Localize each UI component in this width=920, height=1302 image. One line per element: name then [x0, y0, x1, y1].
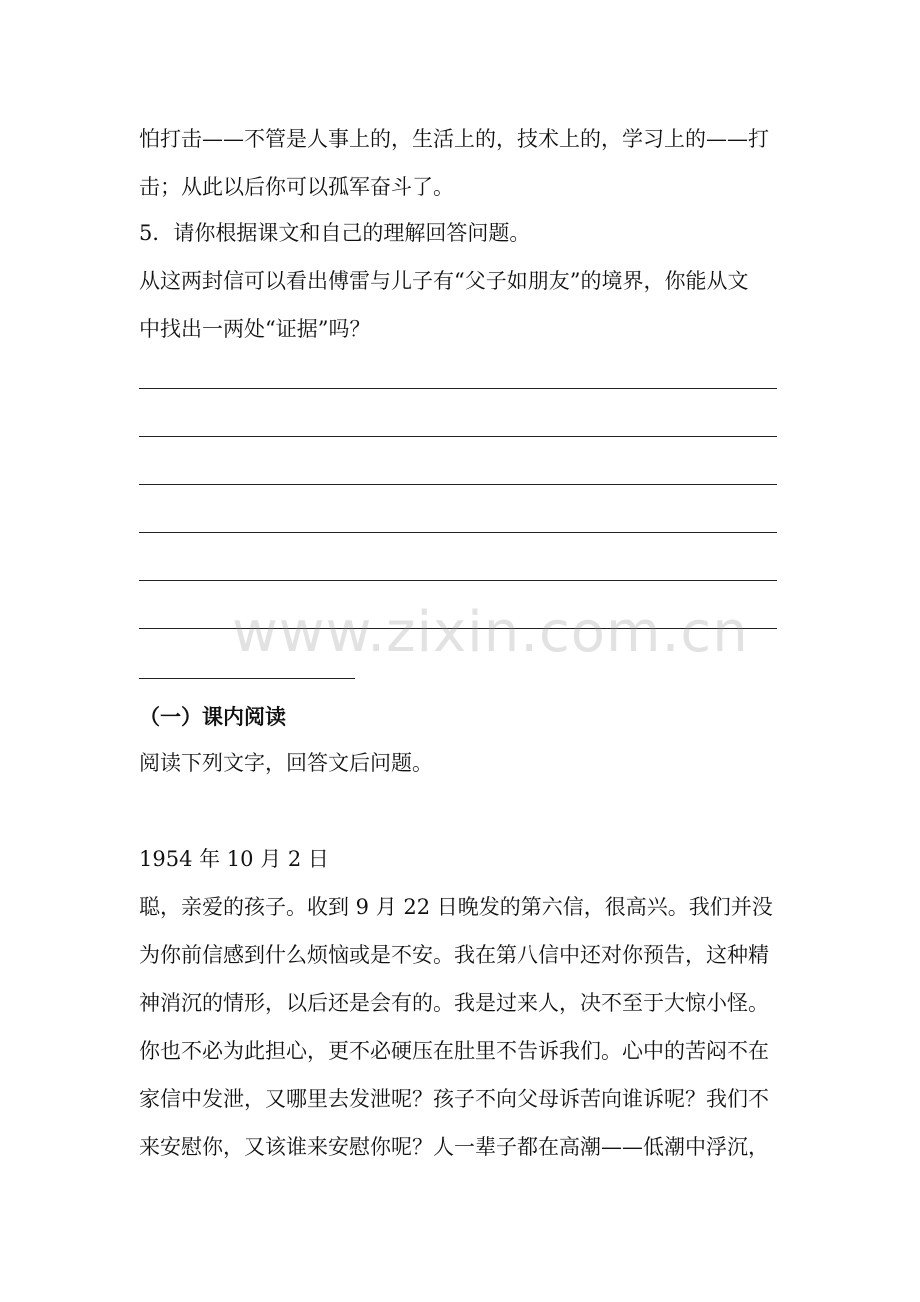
section-heading: （一）课内阅读	[139, 705, 286, 729]
text-line-1: 怕打击——不管是人事上的，生活上的，技术上的，学习上的——打	[139, 127, 769, 151]
question-5-body-line-1: 从这两封信可以看出傅雷与儿子有“父子如朋友”的境界，你能从文	[139, 269, 749, 293]
answer-line[interactable]	[139, 484, 777, 485]
letter-line: 家信中发泄，又哪里去发泄呢？孩子不向父母诉苦向谁诉呢？我们不	[139, 1087, 769, 1111]
letter-date: 1954 年 10 月 2 日	[139, 847, 329, 871]
answer-line[interactable]	[139, 580, 777, 581]
watermark: www.zixin.com.cn	[232, 600, 749, 665]
answer-line[interactable]	[139, 388, 777, 389]
letter-line: 为你前信感到什么烦恼或是不安。我在第八信中还对你预告，这种精	[139, 943, 769, 967]
question-5-title: 5．请你根据课文和自己的理解回答问题。	[139, 221, 531, 245]
letter-line: 神消沉的情形，以后还是会有的。我是过来人，决不至于大惊小怪。	[139, 991, 769, 1015]
letter-line: 来安慰你，又该谁来安慰你呢？人一辈子都在高潮——低潮中浮沉，	[139, 1135, 769, 1159]
text-line-2: 击；从此以后你可以孤军奋斗了。	[139, 175, 454, 199]
question-5-body-line-2: 中找出一两处“证据”吗？	[139, 317, 371, 341]
section-instruction: 阅读下列文字，回答文后问题。	[139, 751, 433, 775]
answer-line-short[interactable]	[139, 678, 355, 679]
answer-line[interactable]	[139, 436, 777, 437]
letter-line: 你也不必为此担心，更不必硬压在肚里不告诉我们。心中的苦闷不在	[139, 1039, 769, 1063]
answer-line[interactable]	[139, 532, 777, 533]
letter-line: 聪，亲爱的孩子。收到 9 月 22 日晚发的第六信，很高兴。我们并没	[139, 895, 773, 919]
